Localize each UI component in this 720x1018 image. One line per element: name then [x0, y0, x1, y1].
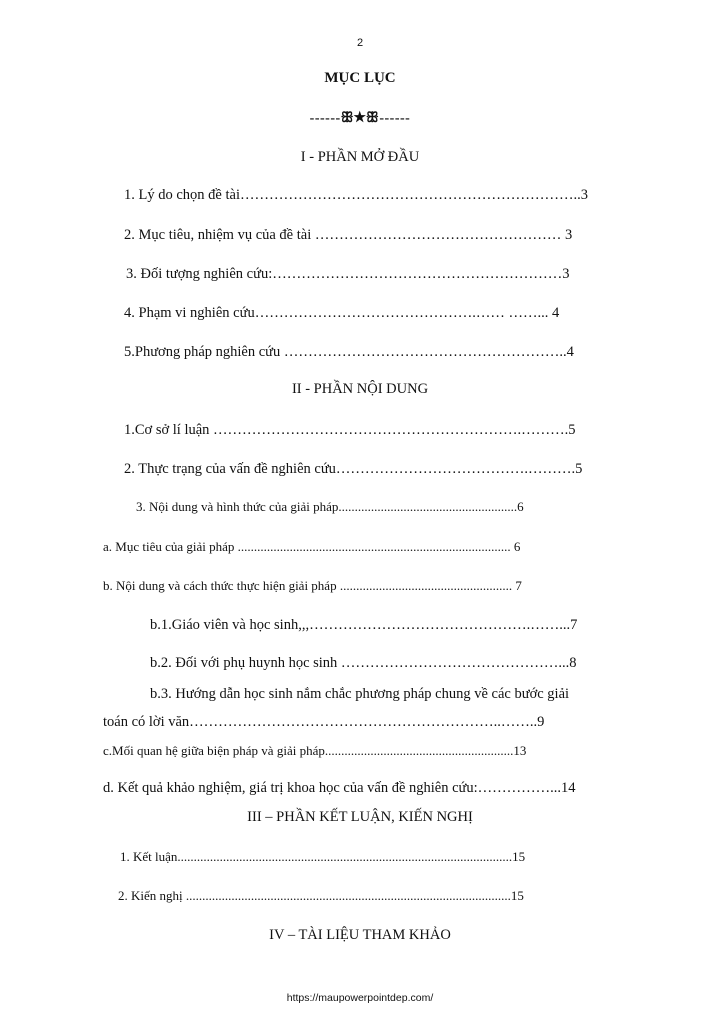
toc-entry[interactable]: b.2. Đối với phụ huynh học sinh ………………………………………...8 — [150, 655, 577, 671]
toc-entry[interactable]: 3. Đối tượng nghiên cứu:……………………………………………………3 — [126, 266, 570, 282]
toc-entry[interactable]: 3. Nội dung và hình thức của giải pháp.......................................................6 — [136, 499, 524, 514]
toc-entry[interactable]: b.3. Hướng dẫn học sinh nắm chắc phương pháp chung về các bước giải — [150, 686, 570, 702]
toc-entry[interactable]: 5.Phương pháp nghiên cứu …………………………………………………..4 — [124, 344, 574, 360]
section-heading-conclusion: III – PHẦN KẾT LUẬN, KIẾN NGHỊ — [247, 809, 473, 825]
footer-url[interactable]: https://maupowerpointdep.com/ — [286, 992, 434, 1004]
toc-entry[interactable]: 1. Lý do chọn đề tài……………………………………………………………..3 — [124, 187, 588, 203]
title-ornament: ------ꕥ★ꕥ------ — [309, 111, 411, 126]
page-number: 2 — [356, 37, 364, 49]
toc-entry[interactable]: 1.Cơ sở lí luận ……………………………………………………….……….5 — [124, 422, 576, 438]
section-heading-intro: I - PHẦN MỞ ĐẦU — [300, 149, 420, 165]
toc-entry[interactable]: b.1.Giáo viên và học sinh,,,……………………………………….……...7 — [150, 617, 578, 633]
section-heading-content: II - PHẦN NỘI DUNG — [291, 381, 429, 397]
toc-entry[interactable]: b. Nội dung và cách thức thực hiện giải pháp ..................................................... 7 — [103, 578, 522, 593]
toc-entry[interactable]: 4. Phạm vi nghiên cứu……………………………………….…… ……... 4 — [124, 305, 560, 321]
toc-entry[interactable]: 2. Thực trạng của vấn đề nghiên cứu………………………………….……….5 — [124, 461, 583, 477]
section-heading-references: IV – TÀI LIỆU THAM KHẢO — [269, 927, 451, 943]
toc-entry[interactable]: 2. Mục tiêu, nhiệm vụ của đề tài …………………………………………… 3 — [124, 227, 573, 243]
toc-entry[interactable]: c.Mối quan hệ giữa biện pháp và giải pháp..........................................................13 — [103, 743, 527, 758]
toc-entry[interactable]: 2. Kiến nghị ....................................................................................................15 — [118, 888, 524, 903]
toc-entry[interactable]: d. Kết quả khảo nghiệm, giá trị khoa học của vấn đề nghiên cứu:……………...14 — [103, 780, 576, 796]
toc-entry-continued[interactable]: toán có lời văn………………………………………………………..……..9 — [103, 714, 545, 730]
toc-entry[interactable]: a. Mục tiêu của giải pháp .................................................................................... 6 — [103, 539, 521, 554]
toc-entry[interactable]: 1. Kết luận.......................................................................................................15 — [120, 849, 526, 864]
page-title: MỤC LỤC — [324, 70, 396, 86]
